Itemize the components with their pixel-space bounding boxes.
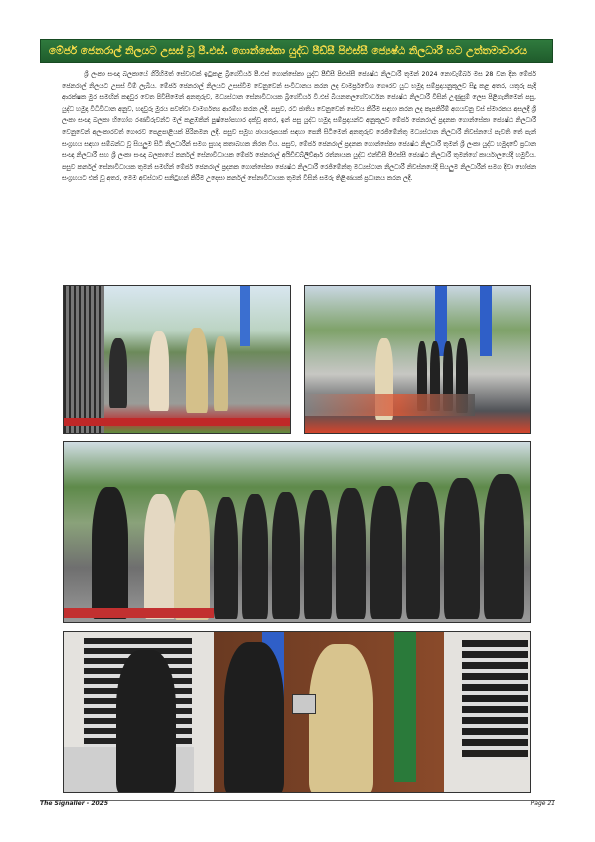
article-text: [62, 69, 536, 185]
photo-memento-presentation: [63, 631, 531, 793]
photo-guard-of-honour-salute: [304, 285, 531, 434]
footer-publication: The Signaller - 2025: [40, 800, 109, 807]
footer-page-number: Page 21: [530, 800, 555, 807]
article-body: ශ්‍රී ලංකා සංඥා බලකායේ ගිරිහිමත් සේවාවක් ඉටුකළ බ්‍රිගේඩියර් පී.එස් ගොන්සේකා යුද්ධ පීඩ්සී පිඑස්සී ජ්‍යෙෂ්ඨ නිලධාරී තුමන් 2024 නොවැම්බර් මස 28 වන දින මේජර් ජෙනරාල් නිලයට උසස් වීම් ලැබීය. මේජර් ජෙනරාල් නිලයට උසස්වීම වෙනුවෙන් සංවිධානය කරන ලද චාමර්ප්‍රවේශ ගෞරව යුධ භමුදා සම්ප්‍රදායනුකූලව සිදු කළ අතර, යතුරු පැදි ආරක්ෂක මුර සමඟින් කඳවුර වෙත පිවිසීමෙන් අනතුරුව, මධ්‍යස්ථාන සේනාවිධායක බ්‍රිගේඩියර් වී.එස් බියනතලගේවාර්ධන ජ්‍යෙෂ්ඨ නිලධාරී විසින් උණුසුම් ලෙස පිළිගැනීමෙන් පසු, යුද්ධ හමුදා විධිවිධාන අනුව, හදවුරු මුරය පවත්වා චාමර්ගත්‍ය ආරම්භ කරන ලදී. පසුව, රට ජාතිය වෙනුවෙන් සේවය කිරීම සඳහා කරන ලද කැපකිරීම් අගයවනු වස් ස්මාරකය අසලදී ශ්‍රී ලංකා සංඥා බලකා හිගෝග රණවිරුවන්ට මල් කළඹකින් පුෂ්පෝපහාර දක්වූ අතර, ඉන් පසු යුද්ධ හමුදා සම්ප්‍රදායන්ට අනුකූලව මේජර් ජෙනරාල් ප්‍රදනක ගොන්සේකා ජ්‍යෙෂ්ඨ නිලධාරී වෙනුවෙන් අලංකාරවත් ගෞරව පෙළපාළියක් පිරිනමන ලදී. පසුව සමූහ ඡායාරූපයක් සඳහා පෙනී සිටීමෙන් අනතුරුව රෙජිමේන්තු මධ්‍යස්ථාන නිලධාරී නිවස්නයේ පැවති තේ පැන් සංග්‍රහය සඳහා සම්බන්ධ වූ සියලුම සිටී නිලධාරීන් සමග සුහද කතාබහක නිරත විය. පසුව, මේජර් ජෙනරාල් ප්‍රදනක ගොන්සේකා ජ්‍යෙෂ්ඨ නිලධාරී තුමන් ශ්‍රී ලංකා යුද්ධ හමුදාවේ ප්‍රධාන සංඥා නිලධාරී සහ ශ්‍රී ලංකා සංඥා බලකායේ කර්නල් සේනාවිධායක මේජර් ජෙනරාල් අයිඩීඩබ්ලිව්ආර් රත්නායක යුද්ධ එන්ඩීසී පීඑස්සී ජ්‍යෙෂ්ඨ නිලධාරී තුමන්ගේ කාර්යාලයේදී හමුවිය. පසුව කර්නල් සේනාවිධායක තුමන් සමඟින් මේජර් ජෙනරාල් ප්‍රදනක ගොන්සේකා ජ්‍යෙෂ්ඨ නිලධාරී රෙජිමේන්තු මධ්‍යස්ථාන නිලධාරී නිවස්නයේදී සියලුම නිලධාරීන් සමග දිවා භෝජන සංග්‍රහයට එක් වූ අතර, මෙම අවස්ථාව සනිටුහන් කිරීම උදෙසා කර්නල් සේනාවිධායක තුමන් විසින් සමරු තිළිණයක් ප්‍රධානය කරන ලදී.: [62, 71, 536, 183]
photo-guard-of-honour-inspection: [63, 441, 531, 623]
article-title: මේජර් ජෙනරාල් නිලයට උසස් වූ පී.එස්. ගොන්සේකා යුද්ධ පීඩ්සී පිඑස්සී ජ්‍යෙෂ්ඨ නිලධාරී හට උත්තමාචාරය: [49, 44, 527, 57]
article-title-banner: [40, 39, 553, 63]
footer-rule: [40, 800, 555, 801]
photo-welcome-handshake: [63, 285, 291, 434]
